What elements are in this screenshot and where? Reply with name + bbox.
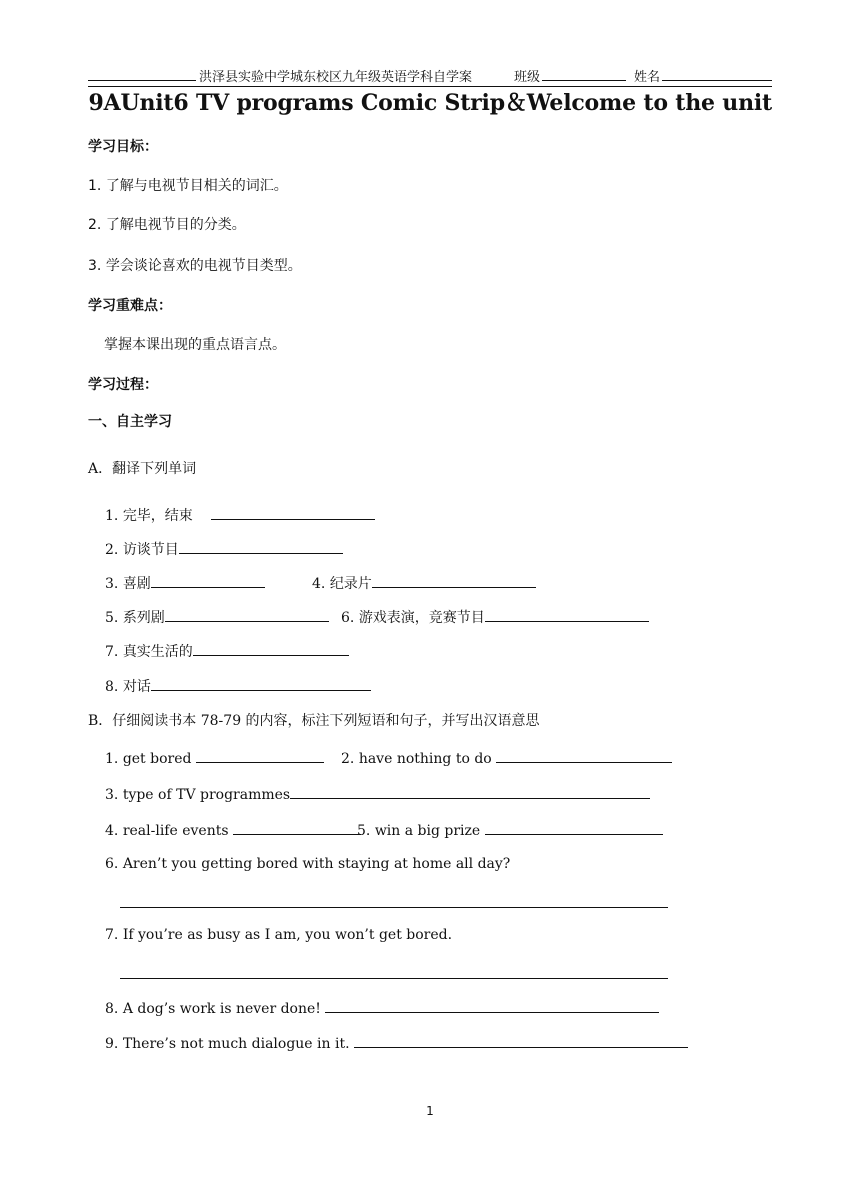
objective-text: 了解电视节目的分类。 (105, 217, 246, 233)
phrase-number: 5. (357, 823, 371, 839)
phrase-text: have nothing to do (358, 751, 492, 767)
answer-blank[interactable] (485, 607, 649, 622)
sentence-text: If you’re as busy as I am, you won’t get bored. (122, 927, 453, 943)
answer-blank[interactable] (496, 748, 672, 763)
phrase-item (105, 748, 324, 767)
answer-blank[interactable] (196, 748, 324, 763)
vocab-text: 纪录片 (329, 576, 372, 592)
objective-number: 1. (88, 178, 102, 194)
vocab-number: 5. (105, 610, 119, 626)
objective-item (88, 214, 246, 234)
answer-blank[interactable] (211, 505, 375, 520)
objective-number: 3. (88, 258, 102, 274)
class-label: 班级 (514, 70, 541, 85)
key-points-heading: 学习重难点： (88, 298, 172, 314)
answer-blank[interactable] (179, 539, 343, 554)
sentence-text: There’s not much dialogue in it. (122, 1036, 350, 1052)
phrase-text: win a big prize (374, 823, 481, 839)
answer-blank[interactable] (120, 978, 668, 979)
answer-blank[interactable] (372, 573, 536, 588)
vocab-number: 2. (105, 542, 119, 558)
objective-number: 2. (88, 217, 102, 233)
vocab-number: 1. (105, 508, 119, 524)
sentence-number: 7. (105, 927, 119, 943)
sentence-item (105, 998, 659, 1017)
school-name: 洪泽县实验中学城东校区九年级英语学科自学案 (199, 70, 473, 85)
sentence-item (105, 927, 452, 943)
phrase-item (341, 748, 672, 767)
page-header (88, 62, 772, 86)
objective-text: 了解与电视节目相关的词汇。 (105, 178, 288, 194)
name-blank[interactable] (662, 80, 772, 81)
vocab-number: 7. (105, 644, 119, 660)
vocab-item (105, 676, 371, 696)
sentence-text: Aren’t you getting bored with staying at home all day? (122, 856, 511, 872)
vocab-item (105, 539, 343, 559)
key-points-text: 掌握本课出现的重点语言点。 (104, 337, 286, 353)
vocab-text: 系列剧 (122, 610, 165, 626)
objective-text: 学会谈论喜欢的电视节目类型。 (105, 258, 302, 274)
answer-blank[interactable] (193, 641, 349, 656)
phrase-text: get bored (122, 751, 192, 767)
phrase-text: type of TV programmes (122, 787, 291, 803)
sentence-number: 9. (105, 1036, 119, 1052)
part-b-heading: B．仔细阅读书本 78-79 的内容，标注下列短语和句子，并写出汉语意思 (88, 713, 540, 729)
section-self-study: 一、自主学习 (88, 414, 172, 430)
sentence-item (105, 856, 510, 872)
objectives-heading: 学习目标： (88, 139, 158, 155)
answer-blank[interactable] (290, 784, 650, 799)
vocab-number: 4. (312, 576, 326, 592)
process-heading: 学习过程： (88, 377, 158, 393)
vocab-item (105, 607, 329, 627)
phrase-item (105, 820, 361, 839)
vocab-number: 8. (105, 679, 119, 695)
sentence-number: 6. (105, 856, 119, 872)
vocab-item (105, 505, 375, 525)
vocab-number: 3. (105, 576, 119, 592)
answer-blank[interactable] (354, 1033, 688, 1048)
answer-blank[interactable] (151, 676, 371, 691)
sentence-number: 8. (105, 1001, 119, 1017)
vocab-text: 游戏表演，竞赛节目 (358, 610, 485, 626)
class-blank[interactable] (542, 80, 626, 81)
phrase-number: 3. (105, 787, 119, 803)
answer-blank[interactable] (120, 907, 668, 908)
phrase-number: 2. (341, 751, 355, 767)
answer-blank[interactable] (233, 820, 361, 835)
page-title: 9AUnit6 TV programs Comic Strip＆Welcome to the unit (88, 90, 772, 116)
vocab-text: 完毕，结束 (122, 508, 193, 524)
objective-item (88, 255, 302, 275)
phrase-number: 4. (105, 823, 119, 839)
vocab-item (105, 641, 349, 661)
page-number: 1 (426, 1104, 434, 1118)
objective-item (88, 175, 288, 195)
sentence-item (105, 1033, 688, 1052)
header-left-rule (88, 80, 196, 81)
part-a-heading: A．翻译下列单词 (88, 461, 197, 477)
phrase-number: 1. (105, 751, 119, 767)
sentence-text: A dog’s work is never done! (122, 1001, 321, 1017)
vocab-item (312, 573, 536, 593)
answer-blank[interactable] (485, 820, 663, 835)
vocab-item (341, 607, 649, 627)
answer-blank[interactable] (325, 998, 659, 1013)
vocab-text: 真实生活的 (122, 644, 193, 660)
vocab-text: 喜剧 (122, 576, 151, 592)
phrase-text: real-life events (122, 823, 229, 839)
phrase-item (357, 820, 663, 839)
vocab-text: 访谈节目 (122, 542, 179, 558)
answer-blank[interactable] (151, 573, 265, 588)
phrase-item (105, 784, 650, 803)
vocab-text: 对话 (122, 679, 151, 695)
name-label: 姓名 (634, 70, 661, 85)
answer-blank[interactable] (165, 607, 329, 622)
vocab-number: 6. (341, 610, 355, 626)
vocab-item (105, 573, 265, 593)
